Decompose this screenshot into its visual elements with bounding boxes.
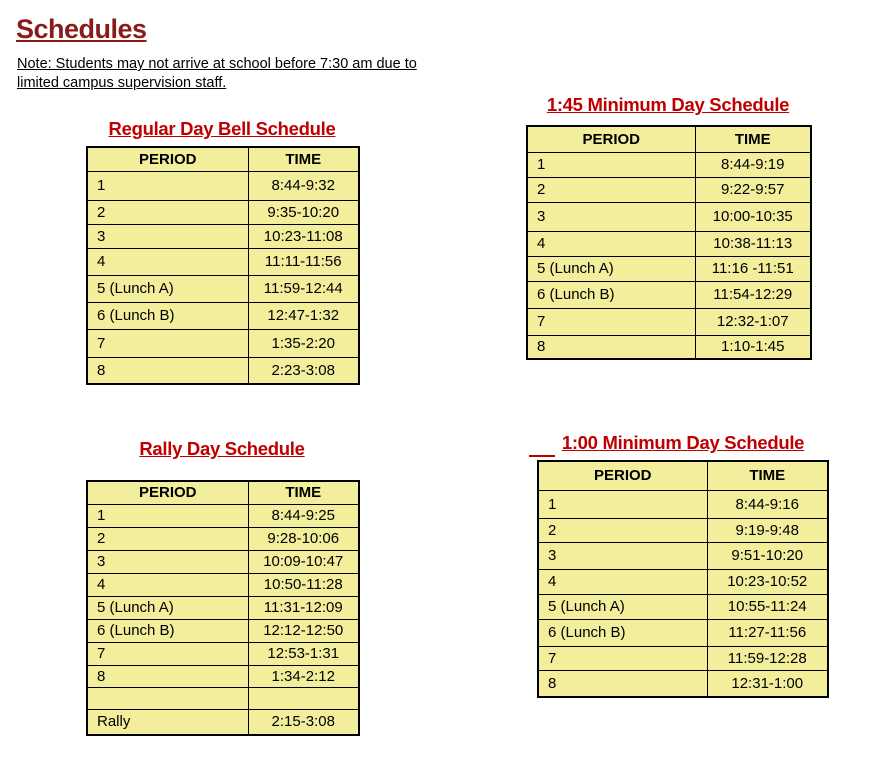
table-row	[87, 709, 359, 735]
table-row	[527, 308, 811, 335]
period-cell: 3	[87, 550, 248, 573]
period-cell: 8	[87, 357, 248, 384]
time-cell	[248, 687, 359, 709]
period-cell: 1	[87, 504, 248, 527]
table-row	[527, 152, 811, 177]
period-cell: 3	[538, 542, 707, 569]
time-cell: 11:27-11:56	[707, 619, 828, 646]
time-column-header: TIME	[707, 461, 828, 490]
period-cell: 5 (Lunch A)	[87, 275, 248, 302]
time-column-header: TIME	[248, 481, 359, 504]
table-row	[538, 542, 828, 569]
period-cell	[87, 687, 248, 709]
table-row	[87, 596, 359, 619]
period-column-header: PERIOD	[87, 481, 248, 504]
table-row	[87, 302, 359, 329]
period-cell: 1	[527, 152, 695, 177]
table-row	[87, 357, 359, 384]
time-cell: 12:12-12:50	[248, 619, 359, 642]
rally-schedule-table	[86, 480, 360, 736]
period-cell: 7	[87, 329, 248, 357]
time-cell: 10:50-11:28	[248, 573, 359, 596]
minimum-100-schedule-table	[537, 460, 829, 698]
minimum-100-schedule-title: 1:00 Minimum Day Schedule	[561, 432, 805, 453]
time-cell: 11:54-12:29	[695, 281, 811, 308]
period-cell: 6 (Lunch B)	[538, 619, 707, 646]
time-cell: 8:44-9:16	[707, 490, 828, 518]
table-header-row	[87, 147, 359, 171]
table-header-row	[87, 481, 359, 504]
period-cell: 2	[527, 177, 695, 202]
regular-schedule-title: Regular Day Bell Schedule	[108, 118, 336, 139]
table-row	[87, 619, 359, 642]
period-cell: 2	[538, 518, 707, 542]
period-cell: 8	[527, 335, 695, 359]
time-cell: 8:44-9:19	[695, 152, 811, 177]
table-row	[538, 490, 828, 518]
table-row	[527, 256, 811, 281]
table-row	[527, 177, 811, 202]
period-cell: 8	[87, 665, 248, 687]
period-cell: 6 (Lunch B)	[87, 619, 248, 642]
period-cell: 2	[87, 200, 248, 224]
table-row	[87, 224, 359, 248]
period-cell: 5 (Lunch A)	[538, 594, 707, 619]
time-cell: 11:16 -11:51	[695, 256, 811, 281]
period-cell: 8	[538, 670, 707, 697]
period-cell: 5 (Lunch A)	[527, 256, 695, 281]
time-cell: 9:28-10:06	[248, 527, 359, 550]
period-column-header: PERIOD	[527, 126, 695, 152]
time-cell: 2:23-3:08	[248, 357, 359, 384]
period-cell: 6 (Lunch B)	[87, 302, 248, 329]
period-cell: 7	[527, 308, 695, 335]
time-cell: 1:35-2:20	[248, 329, 359, 357]
time-cell: 10:23-11:08	[248, 224, 359, 248]
time-cell: 11:59-12:28	[707, 646, 828, 670]
time-cell: 1:10-1:45	[695, 335, 811, 359]
table-row	[538, 518, 828, 542]
table-row	[87, 504, 359, 527]
table-row	[527, 231, 811, 256]
period-cell: 4	[87, 573, 248, 596]
time-cell: 9:35-10:20	[248, 200, 359, 224]
time-cell: 10:55-11:24	[707, 594, 828, 619]
table-row	[527, 281, 811, 308]
table-row	[87, 550, 359, 573]
table-row	[87, 573, 359, 596]
table-row	[87, 665, 359, 687]
time-column-header: TIME	[248, 147, 359, 171]
period-cell: 2	[87, 527, 248, 550]
table-row	[87, 200, 359, 224]
table-row	[538, 646, 828, 670]
period-cell: 7	[538, 646, 707, 670]
time-cell: 12:31-1:00	[707, 670, 828, 697]
table-row	[538, 594, 828, 619]
table-row	[87, 527, 359, 550]
table-row	[87, 171, 359, 200]
period-cell: Rally	[87, 709, 248, 735]
time-cell: 11:31-12:09	[248, 596, 359, 619]
table-row	[87, 687, 359, 709]
table-header-row	[527, 126, 811, 152]
supervision-note: Note: Students may not arrive at school before 7:30 am due to limited campus supervision staff.	[17, 56, 417, 91]
table-row	[538, 569, 828, 594]
time-cell: 10:38-11:13	[695, 231, 811, 256]
period-cell: 3	[527, 202, 695, 231]
rally-schedule-title: Rally Day Schedule	[139, 438, 305, 459]
period-cell: 5 (Lunch A)	[87, 596, 248, 619]
page-title: Schedules	[16, 14, 147, 44]
time-cell: 12:47-1:32	[248, 302, 359, 329]
period-column-header: PERIOD	[87, 147, 248, 171]
minimum-145-schedule-table	[526, 125, 812, 360]
table-header-row	[538, 461, 828, 490]
title-lead-line	[529, 455, 555, 457]
table-row	[538, 670, 828, 697]
table-row	[527, 335, 811, 359]
time-cell: 8:44-9:32	[248, 171, 359, 200]
time-cell: 12:32-1:07	[695, 308, 811, 335]
time-cell: 12:53-1:31	[248, 642, 359, 665]
minimum-145-schedule-title: 1:45 Minimum Day Schedule	[546, 94, 790, 115]
table-row	[538, 619, 828, 646]
period-cell: 1	[538, 490, 707, 518]
time-cell: 11:59-12:44	[248, 275, 359, 302]
time-cell: 10:09-10:47	[248, 550, 359, 573]
period-cell: 4	[87, 248, 248, 275]
table-row	[87, 329, 359, 357]
period-column-header: PERIOD	[538, 461, 707, 490]
table-row	[87, 248, 359, 275]
time-cell: 9:19-9:48	[707, 518, 828, 542]
table-row	[527, 202, 811, 231]
time-cell: 10:23-10:52	[707, 569, 828, 594]
period-cell: 4	[527, 231, 695, 256]
time-cell: 11:11-11:56	[248, 248, 359, 275]
time-cell: 9:51-10:20	[707, 542, 828, 569]
period-cell: 1	[87, 171, 248, 200]
time-cell: 2:15-3:08	[248, 709, 359, 735]
table-row	[87, 275, 359, 302]
period-cell: 3	[87, 224, 248, 248]
table-row	[87, 642, 359, 665]
time-cell: 1:34-2:12	[248, 665, 359, 687]
regular-schedule-table	[86, 146, 360, 385]
period-cell: 6 (Lunch B)	[527, 281, 695, 308]
time-cell: 10:00-10:35	[695, 202, 811, 231]
time-cell: 9:22-9:57	[695, 177, 811, 202]
time-column-header: TIME	[695, 126, 811, 152]
period-cell: 4	[538, 569, 707, 594]
time-cell: 8:44-9:25	[248, 504, 359, 527]
period-cell: 7	[87, 642, 248, 665]
